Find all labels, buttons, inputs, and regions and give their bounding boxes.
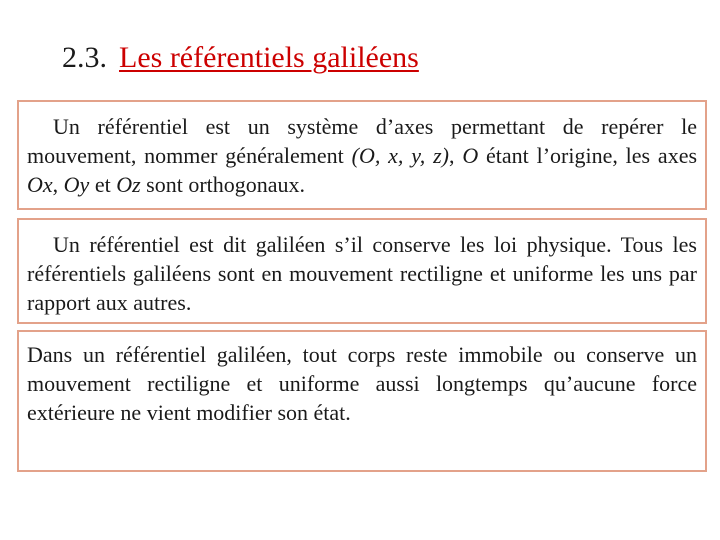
math-run: (O, x, y, z) xyxy=(351,143,449,168)
text-run: sont orthogonaux. xyxy=(140,172,306,197)
definition-text: Un référentiel est dit galiléen s’il conserve les loi physique. Tous les référentiels galiléens sont en mouvement rectiligne et uniforme les uns par rapport aux autres. xyxy=(27,232,697,315)
section-title: Les référentiels galiléens xyxy=(119,41,419,74)
math-run: O xyxy=(462,143,479,168)
definition-box-referentiel xyxy=(17,100,707,210)
definition-box-galileen xyxy=(17,218,707,324)
text-run: Un référentiel est un système d’axes permettant de repérer le mouvement, nommer généralement xyxy=(27,114,697,168)
text-run: , xyxy=(52,172,64,197)
text-run: , xyxy=(449,143,463,168)
definition-text: Dans un référentiel galiléen, tout corps reste immobile ou conserve un mouvement rectiligne et uniforme aussi longtemps qu’aucune force extérieure ne vient modifier son état. xyxy=(27,342,697,425)
definition-box-inertie xyxy=(17,330,707,472)
definition-text xyxy=(27,112,697,199)
text-run: et xyxy=(89,172,117,197)
math-run: Ox xyxy=(27,172,53,197)
section-number: 2.3. xyxy=(62,41,107,74)
text-run: étant l’origine, les axes xyxy=(478,143,698,168)
slide-title xyxy=(62,40,419,76)
math-run: Oz xyxy=(116,172,141,197)
math-run: Oy xyxy=(63,172,90,197)
